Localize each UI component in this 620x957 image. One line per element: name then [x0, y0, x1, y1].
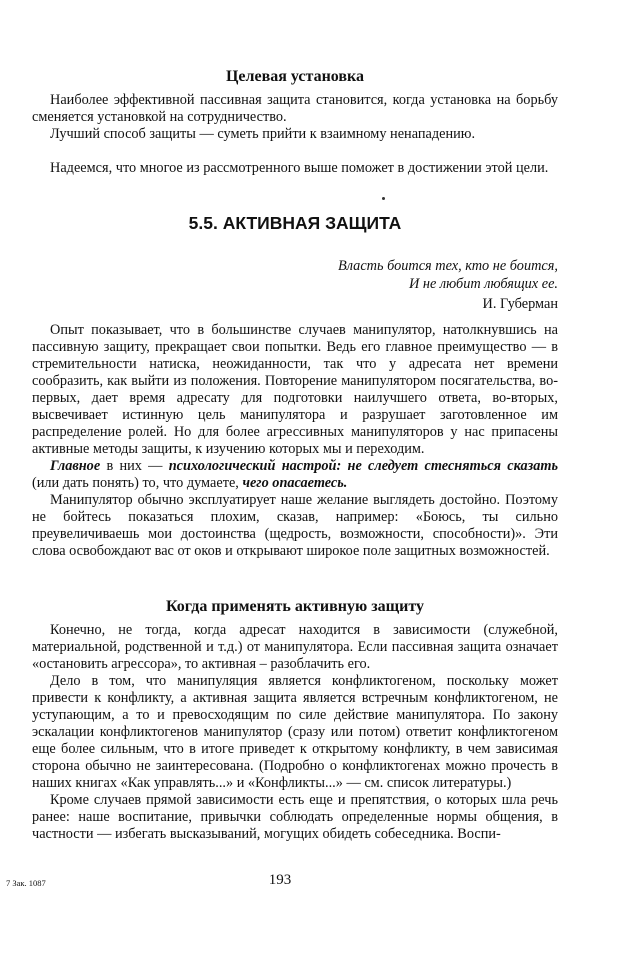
- scan-speck: [382, 197, 385, 200]
- page-number: 193: [268, 872, 292, 888]
- goal-paragraph-2: Лучший способ защиты — суметь прийти к взаимному ненападению.: [50, 126, 476, 142]
- when-paragraph-2: Дело в том, что манипуляция является конфликтогеном, поскольку может привести к конфликту, а активная защита является встречным конфликтогеном, не уступающим, а то и превосходящим по силе действие манипулятора. По закону эскалации конфликтогенов манипулятор (сразу или потом) ответит конфликтогеном еще более сильным, что в итоге приведет к открытому конфликту, в чем зависимая сторона обычно не заинтересована. (Подробно о конфликтогенах можно прочесть в наших книгах «Как управлять...» и «Конфликты...» — см. список литературы.): [32, 673, 558, 791]
- goal-text-block: [32, 92, 558, 143]
- goal-paragraph-1: Наиболее эффективной пассивная защита становится, когда установка на борьбу сменяется установкой на сотрудничество.: [32, 92, 558, 125]
- heading-when-to-apply: Когда применять активную защиту: [165, 598, 425, 615]
- when-paragraph-3: Кроме случаев прямой зависимости есть еще и препятствия, о которых шла речь ранее: наше воспитание, привычки соблюдать определенные нормы общения, в частности — избегать высказываний, могущих обидеть собеседника. Воспи-: [32, 792, 558, 842]
- emphasis-fear: чего опасаетесь.: [242, 475, 348, 491]
- text-run: в них —: [100, 458, 169, 474]
- goal-text-block-2: [32, 160, 558, 177]
- emphasis-main: Главное: [50, 458, 101, 474]
- epigraph-line-1: Власть боится тех, кто не боится,: [338, 258, 558, 274]
- epigraph-line-2: И не любит любящих ее.: [408, 276, 558, 292]
- active-paragraph-2: [32, 458, 558, 492]
- goal-paragraph-3: Надеемся, что многое из рассмотренного выше поможет в достижении этой цели.: [50, 160, 549, 176]
- when-text-block: [32, 622, 558, 843]
- heading-target-setting: Целевая установка: [225, 68, 365, 85]
- active-text-block: [32, 322, 558, 560]
- epigraph-author: И. Губерман: [482, 296, 558, 312]
- text-run: (или дать понять) то, что думаете,: [32, 475, 243, 491]
- section-title-active-defense: 5.5. АКТИВНАЯ ЗАЩИТА: [188, 213, 402, 233]
- emphasis-mindset: психологический настрой: не следует стесняться сказать: [168, 458, 558, 474]
- print-signature: 7 Зак. 1087: [6, 878, 46, 888]
- active-paragraph-1: Опыт показывает, что в большинстве случаев манипулятор, натолкнувшись на пассивную защиту, прекращает свои попытки. Ведь его главное преимущество — в стремительности натиска, неожиданности, так что у адресата нет времени сообразить, как выйти из положения. Повторение манипулятором посягательства, во-первых, дает время адресату для подготовки наилучшего ответа, во-вторых, высвечивает истинную цель манипулятора и разрушает заготовленное им распределение ролей. Но для более агрессивных манипуляторов у нас припасены активные методы защиты, к изучению которых мы и переходим.: [32, 322, 558, 457]
- epigraph: [338, 257, 558, 293]
- active-paragraph-3: Манипулятор обычно эксплуатирует наше желание выглядеть достойно. Поэтому не бойтесь показаться плохим, сказав, например: «Боюсь, ты сильно преувеличиваешь мои достоинства (щедрость, возможности, способности)». Эти слова освобождают вас от оков и открывают широкое поле защитных возможностей.: [32, 492, 558, 559]
- when-paragraph-1: Конечно, не тогда, когда адресат находится в зависимости (служебной, материальной, родственной и т.д.) от манипулятора. Если пассивная защита означает «остановить агрессора», то активная – разоблачить его.: [32, 622, 558, 672]
